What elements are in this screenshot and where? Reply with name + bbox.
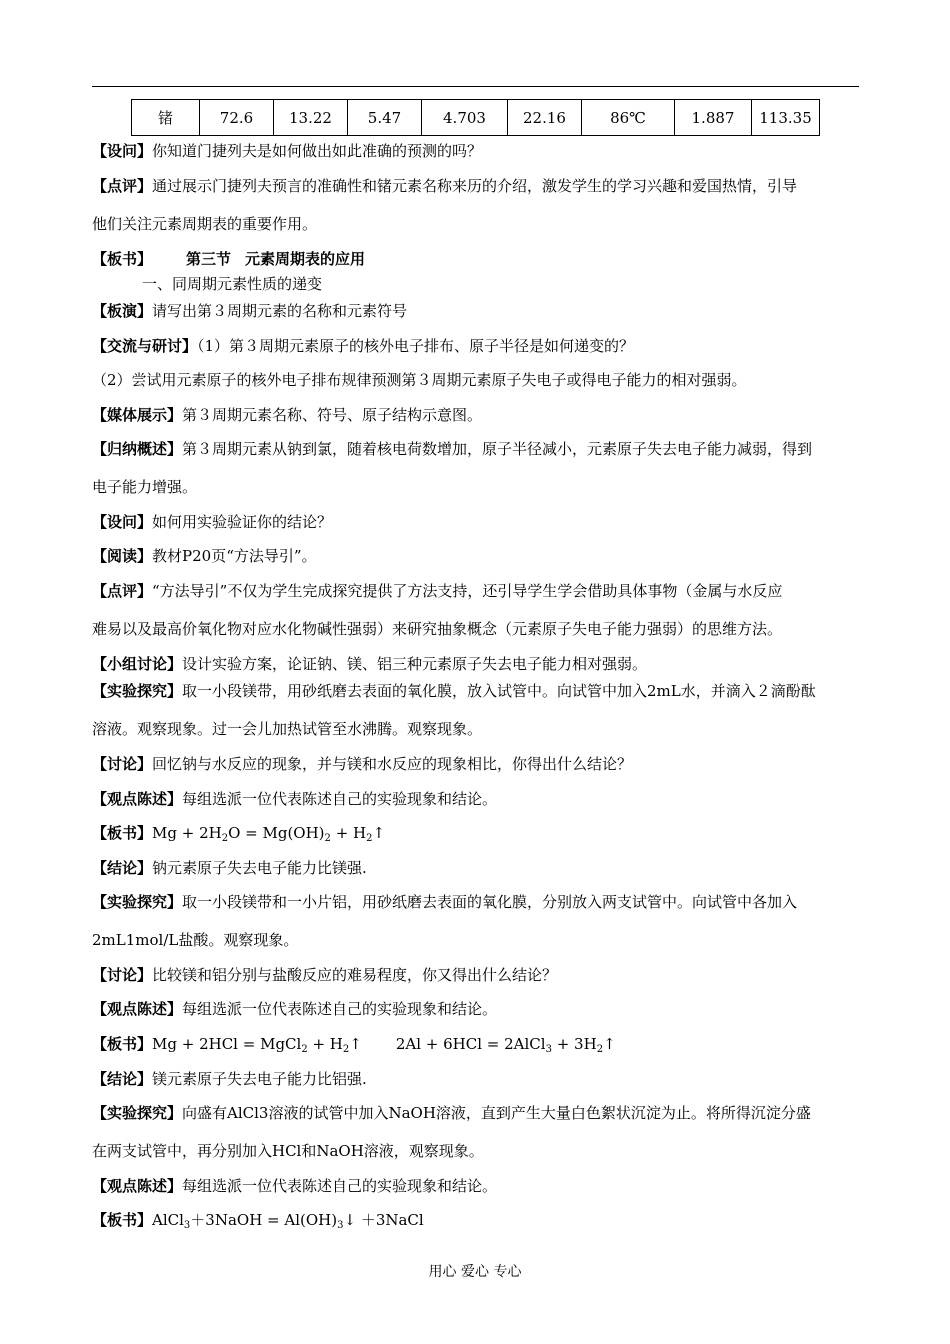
text-line: 【小组讨论】设计实验方案，论证钠、镁、铝三种元素原子失去电子能力相对强弱。 <box>92 655 648 673</box>
text-line: 【结论】钠元素原子失去电子能力比镁强. <box>92 859 367 877</box>
table-cell: 1.887 <box>675 100 752 136</box>
text-line: 【实验探究】取一小段镁带和一小片铝，用砂纸磨去表面的氧化膜，分别放入两支试管中。向试管中各加入 <box>92 893 798 911</box>
section-heading: 【板书】 第三节 元素周期表的应用 <box>92 250 366 268</box>
text-line: 【观点陈述】每组选派一位代表陈述自己的实验现象和结论。 <box>92 1000 498 1018</box>
text-line: 【阅读】教材P20页“方法导引”。 <box>92 547 317 565</box>
table-cell: 4.703 <box>422 100 508 136</box>
text-line: 【设问】如何用实验验证你的结论？ <box>92 513 333 531</box>
page-footer: 用心 爱心 专心 <box>428 1264 522 1280</box>
text-line: 他们关注元素周期表的重要作用。 <box>92 215 318 233</box>
table-cell: 86℃ <box>582 100 675 136</box>
text-line: 【交流与研讨】（1）第３周期元素原子的核外电子排布、原子半径是如何递变的？ <box>92 337 635 355</box>
header-rule <box>92 86 859 87</box>
text-line: 难易以及最高价氧化物对应水化物碱性强弱）来研究抽象概念（元素原子失电子能力强弱）的思维方法。 <box>92 620 783 638</box>
table-row <box>132 100 820 136</box>
text-line: 【板演】请写出第３周期元素的名称和元素符号 <box>92 302 408 320</box>
text-line: 【观点陈述】每组选派一位代表陈述自己的实验现象和结论。 <box>92 790 498 808</box>
text-line: 在两支试管中，再分别加入HCl和NaOH溶液，观察现象。 <box>92 1142 484 1160</box>
table-cell: 22.16 <box>508 100 582 136</box>
text-line: 【设问】你知道门捷列夫是如何做出如此准确的预测的吗？ <box>92 142 483 160</box>
element-data-table <box>131 99 820 136</box>
text-line: （2）尝试用元素原子的核外电子排布规律预测第３周期元素原子失电子或得电子能力的相对强弱。 <box>92 371 747 389</box>
text-line: 溶液。观察现象。过一会儿加热试管至水沸腾。观察现象。 <box>92 720 483 738</box>
equation-line: 【板书】$Mg + 2H_2O = Mg(OH)_2$ + $H_2↑$ <box>92 824 386 844</box>
text-line: 【讨论】比较镁和铝分别与盐酸反应的难易程度，你又得出什么结论？ <box>92 966 558 984</box>
text-line: 【点评】“方法导引”不仅为学生完成探究提供了方法支持，还引导学生学会借助具体事物（金属与水反应 <box>92 582 783 600</box>
subsection-heading: 一、同周期元素性质的递变 <box>142 275 323 293</box>
text-line: 【实验探究】取一小段镁带，用砂纸磨去表面的氧化膜，放入试管中。向试管中加入2mL水，并滴入２滴酚酞 <box>92 682 816 700</box>
text-line: 【媒体展示】第３周期元素名称、符号、原子结构示意图。 <box>92 406 483 424</box>
text-line: 【结论】镁元素原子失去电子能力比铝强. <box>92 1070 367 1088</box>
text-line: 【点评】通过展示门捷列夫预言的准确性和锗元素名称来历的介绍，激发学生的学习兴趣和爱国热情，引导 <box>92 177 798 195</box>
equation-line: 【板书】AlCl$_3$＋3NaOH = $Al(OH)_3↓$ ＋3NaCl <box>92 1211 424 1231</box>
text-line: 电子能力增强。 <box>92 478 198 496</box>
table-cell: 锗 <box>132 100 200 136</box>
equation-line: 【板书】Mg + 2HCl = MgCl$_2$ + $H_2↑$ 2Al + 6HCl = 2AlCl$_3$ + $3H_2↑$ <box>92 1035 616 1055</box>
table-cell: 113.35 <box>752 100 820 136</box>
table-cell: 5.47 <box>348 100 422 136</box>
text-line: 【实验探究】向盛有AlCl3溶液的试管中加入NaOH溶液，直到产生大量白色絮状沉淀为止。将所得沉淀分盛 <box>92 1104 811 1122</box>
text-line: 【讨论】回忆钠与水反应的现象，并与镁和水反应的现象相比，你得出什么结论？ <box>92 755 633 773</box>
table-cell: 72.6 <box>200 100 274 136</box>
text-line: 【观点陈述】每组选派一位代表陈述自己的实验现象和结论。 <box>92 1177 498 1195</box>
text-line: 2mL1mol/L盐酸。观察现象。 <box>92 931 299 949</box>
table-cell: 13.22 <box>274 100 348 136</box>
text-line: 【归纳概述】第３周期元素从钠到氯，随着核电荷数增加，原子半径减小，元素原子失去电子能力减弱，得到 <box>92 440 813 458</box>
